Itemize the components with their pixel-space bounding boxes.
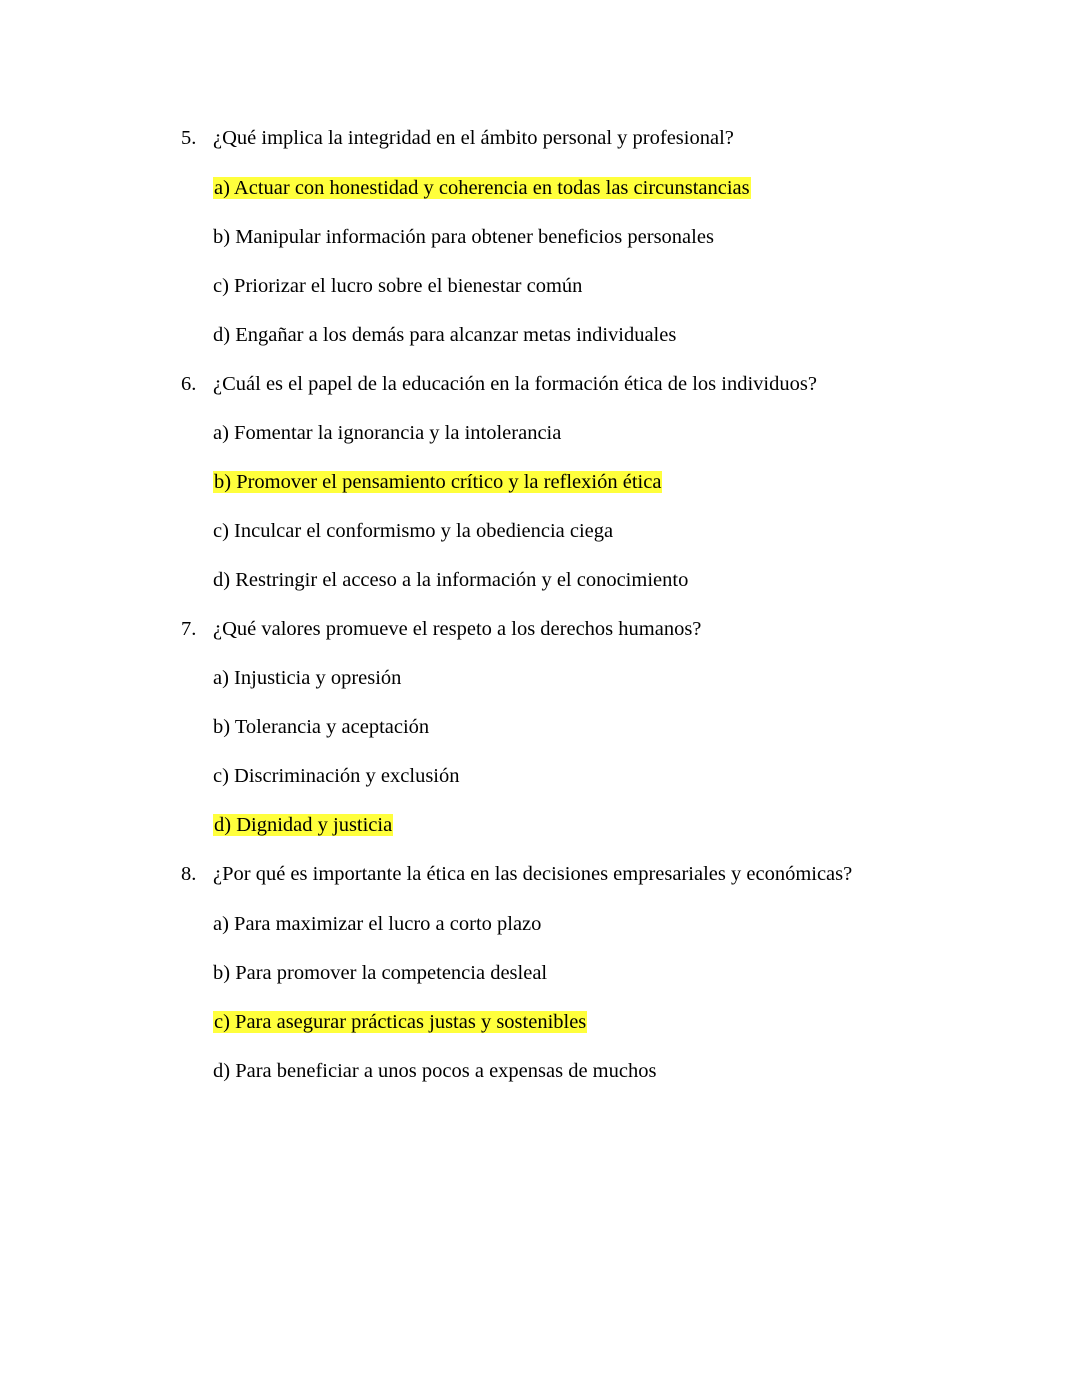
question-number: 8. [181,863,197,885]
highlighted-answer: a) Actuar con honestidad y coherencia en todas las circunstancias [214,177,750,199]
option-8b: b) Para promover la competencia desleal [213,962,548,984]
option-5c: c) Priorizar el lucro sobre el bienestar común [213,275,583,297]
question-text: ¿Cuál es el papel de la educación en la formación ética de los individuos? [213,373,817,395]
question-5 [0,123,1080,153]
option-8c [213,1007,587,1037]
question-8 [0,859,1080,889]
option-6a: a) Fomentar la ignorancia y la intolerancia [213,422,562,444]
option-5d: d) Engañar a los demás para alcanzar metas individuales [213,324,677,346]
option-7c: c) Discriminación y exclusión [213,765,460,787]
option-6d: d) Restringir el acceso a la información y el conocimiento [213,569,689,591]
question-text: ¿Por qué es importante la ética en las decisiones empresariales y económicas? [213,863,853,885]
option-7a: a) Injusticia y opresión [213,667,402,689]
highlighted-answer: c) Para asegurar prácticas justas y sostenibles [214,1011,587,1033]
highlighted-answer: d) Dignidad y justicia [214,814,393,836]
question-7 [0,614,1080,644]
option-7b: b) Tolerancia y aceptación [213,716,430,738]
option-8a: a) Para maximizar el lucro a corto plazo [213,913,542,935]
option-5a [213,173,751,203]
option-5b: b) Manipular información para obtener beneficios personales [213,226,714,248]
question-number: 7. [181,618,197,640]
question-text: ¿Qué valores promueve el respeto a los derechos humanos? [213,618,702,640]
option-8d: d) Para beneficiar a unos pocos a expensas de muchos [213,1060,657,1082]
option-6b [213,467,662,497]
highlighted-answer: b) Promover el pensamiento crítico y la reflexión ética [214,471,662,493]
option-6c: c) Inculcar el conformismo y la obediencia ciega [213,520,614,542]
question-number: 6. [181,373,197,395]
question-6 [0,369,1080,399]
question-text: ¿Qué implica la integridad en el ámbito personal y profesional? [213,127,734,149]
question-number: 5. [181,127,197,149]
option-7d [213,810,393,840]
